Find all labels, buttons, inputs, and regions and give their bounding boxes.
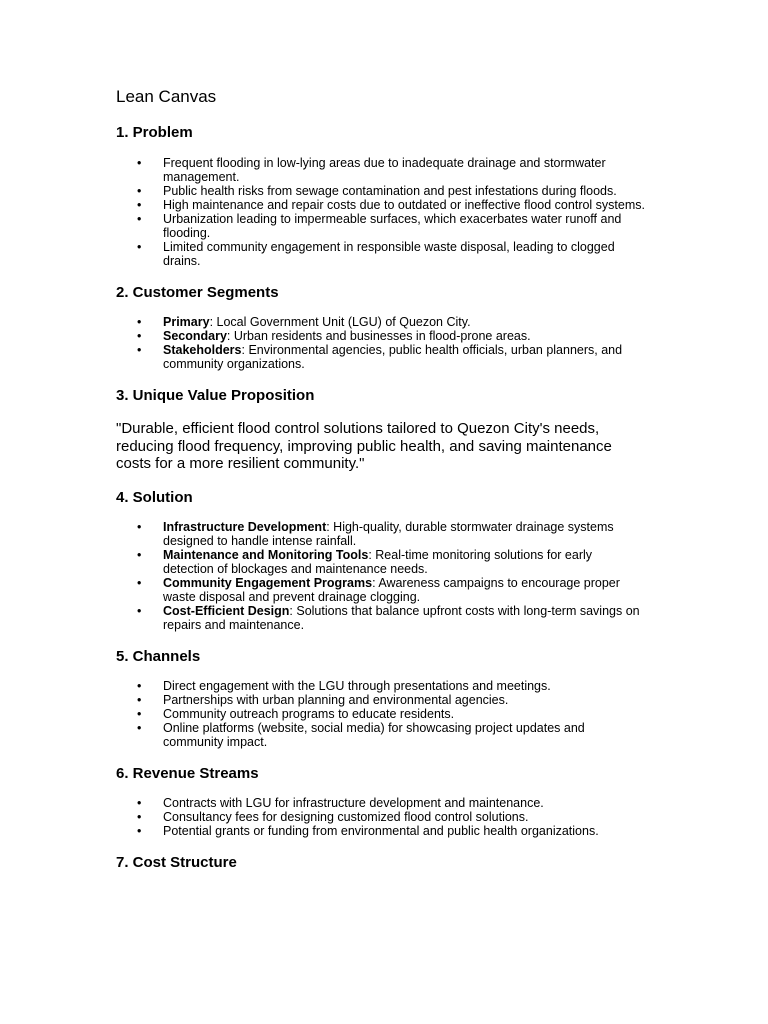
list-item: • Community outreach programs to educate residents. — [137, 706, 455, 721]
bullet-icon: • — [137, 329, 142, 343]
section-heading-problem: 1. Problem — [116, 124, 193, 141]
uvp-statement: "Durable, efficient flood control solutions tailored to Quezon City's needs, reducing flood frequency, improving public health, and saving maintenance costs for a more resilient community." — [116, 420, 612, 472]
list-item: • Contracts with LGU for infrastructure development and maintenance. — [137, 795, 544, 810]
list-item: • Limited community engagement in responsible waste disposal, leading to clogged drains. — [137, 240, 615, 268]
list-item: • Consultancy fees for designing customized flood control solutions. — [137, 809, 529, 824]
bullet-icon: • — [137, 720, 142, 735]
document-title: Lean Canvas — [116, 87, 217, 106]
list-item: • Direct engagement with the LGU through presentations and meetings. — [137, 678, 551, 693]
bullet-icon: • — [137, 678, 142, 693]
bullet-icon: • — [137, 212, 142, 226]
list-item: • Primary: Local Government Unit (LGU) of Quezon City. — [137, 315, 471, 329]
bullet-icon: • — [137, 692, 142, 707]
bullet-icon: • — [137, 706, 142, 721]
bullet-icon: • — [137, 809, 142, 824]
bullet-icon: • — [137, 795, 142, 810]
channels-list — [116, 679, 646, 749]
list-item: • Maintenance and Monitoring Tools: Real-time monitoring solutions for early detection of blockages and maintenance needs. — [137, 547, 593, 576]
section-heading-customer-segments: 2. Customer Segments — [116, 284, 279, 301]
list-item: • Partnerships with urban planning and environmental agencies. — [137, 692, 509, 707]
bullet-icon: • — [137, 575, 142, 590]
list-item: • Cost-Efficient Design: Solutions that balance upfront costs with long-term savings on repairs and maintenance. — [137, 603, 640, 632]
section-heading-revenue-streams: 6. Revenue Streams — [116, 764, 259, 782]
bullet-icon: • — [137, 315, 142, 329]
bullet-icon: • — [137, 519, 142, 534]
bullet-icon: • — [137, 547, 142, 562]
section-heading-solution: 4. Solution — [116, 488, 193, 506]
section-heading-uvp: 3. Unique Value Proposition — [116, 387, 315, 404]
document-body — [116, 86, 646, 872]
list-item: • Public health risks from sewage contamination and pest infestations during floods. — [137, 184, 617, 198]
bullet-icon: • — [137, 343, 142, 357]
bullet-icon: • — [137, 603, 142, 618]
list-item: • High maintenance and repair costs due to outdated or ineffective flood control systems. — [137, 198, 645, 212]
list-item: • Stakeholders: Environmental agencies, public health officials, urban planners, and community organizations. — [137, 343, 623, 371]
list-item: • Frequent flooding in low-lying areas due to inadequate drainage and stormwater management. — [137, 156, 606, 184]
list-item: • Community Engagement Programs: Awareness campaigns to encourage proper waste disposal and prevent drainage clogging. — [137, 575, 620, 604]
list-item: • Potential grants or funding from environmental and public health organizations. — [137, 823, 599, 838]
list-item: • Online platforms (website, social media) for showcasing project updates and community impact. — [137, 720, 585, 749]
solution-list — [116, 520, 646, 632]
problem-list — [116, 156, 646, 268]
list-item: • Infrastructure Development: High-quality, durable stormwater drainage systems designed to handle intense rainfall. — [137, 519, 614, 548]
bullet-icon: • — [137, 823, 142, 838]
bullet-icon: • — [137, 156, 142, 170]
revenue-streams-list — [116, 796, 646, 838]
section-heading-cost-structure: 7. Cost Structure — [116, 853, 237, 871]
bullet-icon: • — [137, 198, 142, 212]
bullet-icon: • — [137, 184, 142, 198]
section-heading-channels: 5. Channels — [116, 647, 201, 665]
bullet-icon: • — [137, 240, 142, 254]
list-item: • Secondary: Urban residents and businesses in flood-prone areas. — [137, 329, 531, 343]
customer-segments-list — [116, 315, 646, 371]
list-item: • Urbanization leading to impermeable surfaces, which exacerbates water runoff and flooding. — [137, 212, 622, 240]
